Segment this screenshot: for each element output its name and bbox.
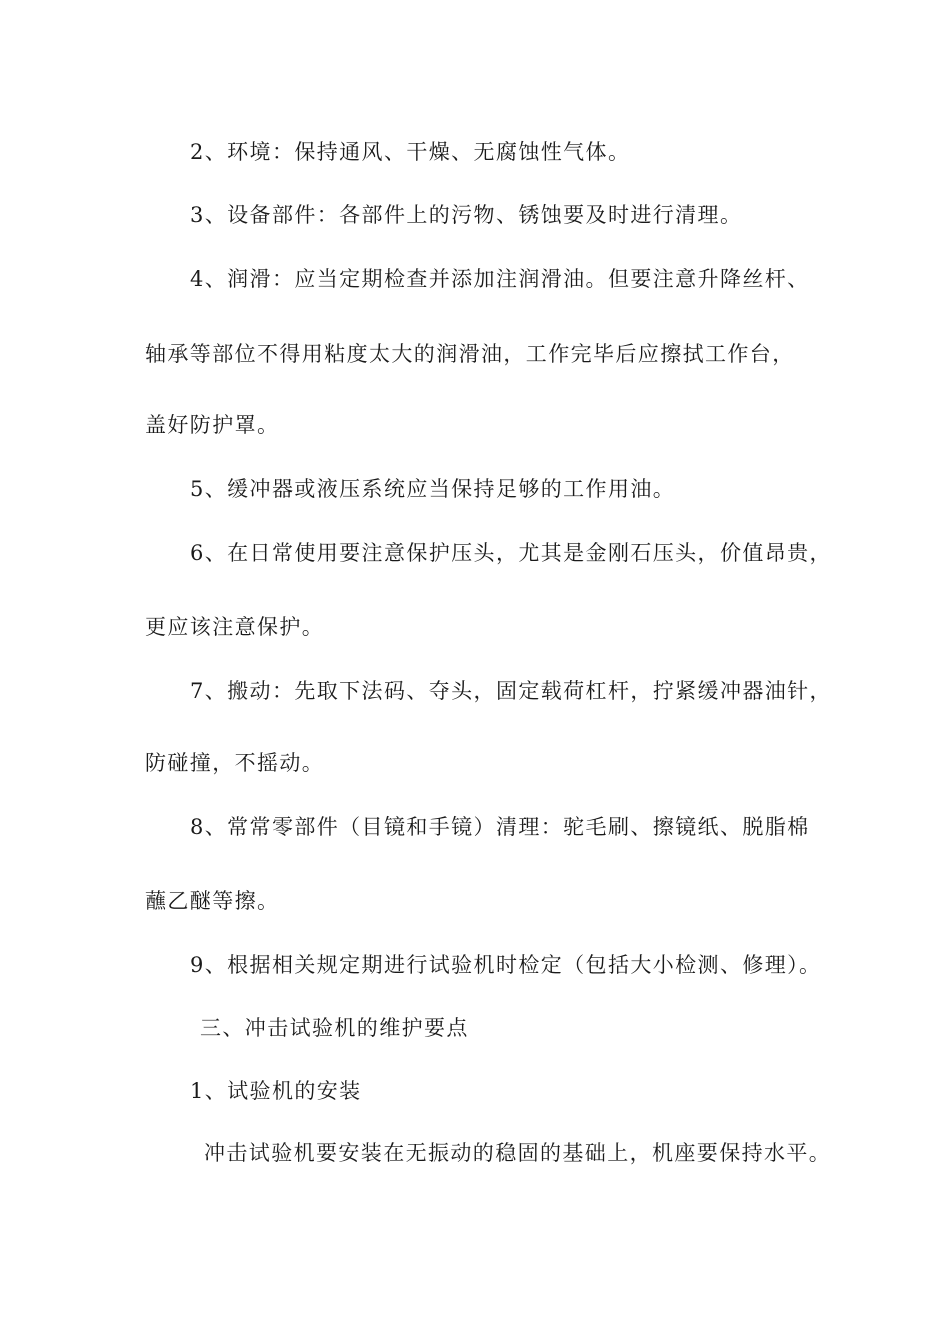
item-4-lubrication-line-2: 轴承等部位不得用粘度太大的润滑油，工作完毕后应擦拭工作台， [145,342,795,366]
item-6-indenter-line-1: 6、在日常使用要注意保护压头，尤其是金刚石压头，价值昂贵， [190,541,832,565]
section-heading-impact-tester: 三、冲击试验机的维护要点 [200,1016,469,1040]
subsection-installation: 1、试验机的安装 [190,1079,362,1103]
item-4-lubrication-line-3: 盖好防护罩。 [145,413,280,437]
item-7-moving-line-2: 防碰撞，不摇动。 [145,751,325,775]
item-4-lubrication-line-1: 4、润滑：应当定期检查并添加注润滑油。但要注意升降丝杆、 [190,267,810,291]
item-2-environment: 2、环境：保持通风、干燥、无腐蚀性气体。 [190,140,631,164]
item-7-moving-line-1: 7、搬动：先取下法码、夺头，固定载荷杠杆，拧紧缓冲器油针， [190,679,832,703]
item-8-cleaning-line-2: 蘸乙醚等擦。 [145,889,280,913]
item-8-cleaning-line-1: 8、常常零部件（目镜和手镜）清理：驼毛刷、擦镜纸、脱脂棉 [190,815,810,839]
item-9-calibration: 9、根据相关规定期进行试验机时检定（包括大小检测、修理）。 [190,953,822,977]
installation-paragraph: 冲击试验机要安装在无振动的稳固的基础上，机座要保持水平。 [204,1141,832,1165]
item-6-indenter-line-2: 更应该注意保护。 [145,615,325,639]
item-3-equipment-parts: 3、设备部件：各部件上的污物、锈蚀要及时进行清理。 [190,203,743,227]
item-5-hydraulic: 5、缓冲器或液压系统应当保持足够的工作用油。 [190,477,676,501]
